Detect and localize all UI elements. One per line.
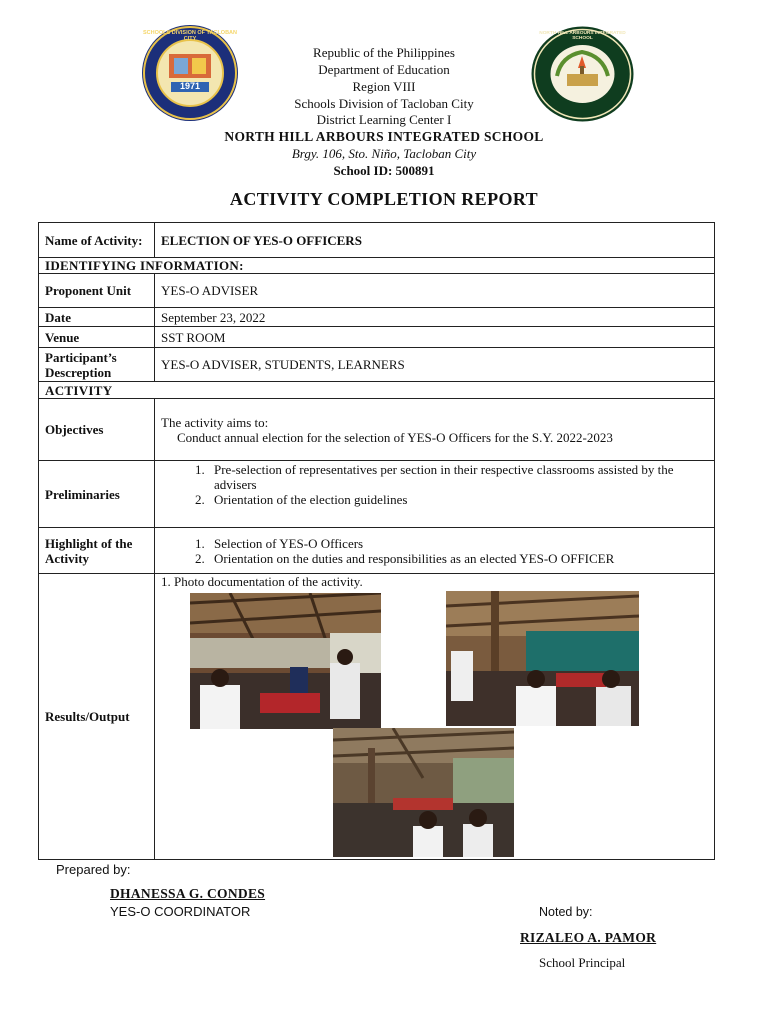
header-district: District Learning Center I [316, 112, 452, 127]
date-label: Date [39, 308, 155, 327]
identifying-heading: IDENTIFYING INFORMATION: [39, 258, 715, 274]
noted-by-title: School Principal [539, 955, 626, 970]
header-division: Schools Division of Tacloban City [294, 96, 474, 111]
venue-label: Venue [39, 327, 155, 348]
objectives-intro: The activity aims to: [161, 414, 269, 430]
table-row [39, 382, 715, 399]
highlight-cell [155, 528, 715, 574]
header-department: Department of Education [318, 62, 450, 77]
highlight-list [161, 536, 708, 566]
prepared-by-title: YES-O COORDINATOR [110, 904, 251, 919]
table-row [39, 258, 715, 274]
header-region: Region VIII [352, 79, 416, 94]
table-row [39, 223, 715, 258]
preliminaries-list [161, 462, 708, 507]
participant-label: Participant’s Descreption [39, 348, 155, 382]
venue-value: SST ROOM [155, 327, 715, 348]
school-name: NORTH HILL ARBOURS INTEGRATED SCHOOL [224, 129, 544, 144]
noted-by-name: RIZALEO A. PAMOR [520, 930, 657, 945]
activity-photo-2 [446, 591, 639, 726]
preliminaries-cell [155, 461, 715, 528]
objectives-label: Objectives [39, 399, 155, 461]
highlight-label: Highlight of the Activity [39, 528, 155, 574]
table-row [39, 274, 715, 308]
table-row [39, 327, 715, 348]
left-seal-year: 1971 [179, 81, 201, 91]
noted-by-label: Noted by: [539, 905, 593, 919]
objectives-text: Conduct annual election for the selection of YES-O Officers for the S.Y. 2022-2023 [177, 429, 613, 445]
list-item: 2. Orientation on the duties and responsibilities as an elected YES-O OFFICER [208, 551, 708, 566]
proponent-label: Proponent Unit [39, 274, 155, 308]
prepared-by-label: Prepared by: [56, 862, 131, 877]
results-label: Results/Output [39, 574, 155, 860]
table-row [39, 461, 715, 528]
school-id: School ID: 500891 [333, 163, 435, 178]
activity-photo-1 [190, 593, 381, 729]
prepared-by-name: DHANESSA G. CONDES [110, 886, 266, 901]
objectives-cell [155, 399, 715, 461]
left-seal-text: SCHOOLS DIVISION OF TACLOBAN CITY [142, 30, 237, 42]
activity-photo-3 [333, 728, 514, 857]
school-address: Brgy. 106, Sto. Niño, Tacloban City [291, 146, 477, 161]
proponent-value: YES-O ADVISER [155, 274, 715, 308]
preliminaries-label: Preliminaries [39, 461, 155, 528]
list-item: 1. Selection of YES-O Officers [208, 536, 708, 551]
date-value: September 23, 2022 [155, 308, 715, 327]
table-row [39, 399, 715, 461]
participant-value: YES-O ADVISER, STUDENTS, LEARNERS [155, 348, 715, 382]
table-row [39, 348, 715, 382]
report-title: ACTIVITY COMPLETION REPORT [229, 189, 539, 209]
results-text: 1. Photo documentation of the activity. [161, 574, 363, 589]
right-seal-text: NORTH HILL ARBOURS INTEGRATED SCHOOL [539, 31, 626, 41]
list-item: 1. Pre-selection of representatives per section in their respective classrooms assisted by the advisers [208, 462, 708, 492]
activity-heading: ACTIVITY [39, 382, 715, 399]
table-row [39, 528, 715, 574]
list-item: 2. Orientation of the election guidelines [208, 492, 708, 507]
name-of-activity-label: Name of Activity: [39, 223, 155, 258]
name-of-activity-value: ELECTION OF YES-O OFFICERS [155, 223, 715, 258]
header-republic: Republic of the Philippines [313, 45, 455, 60]
table-row [39, 308, 715, 327]
